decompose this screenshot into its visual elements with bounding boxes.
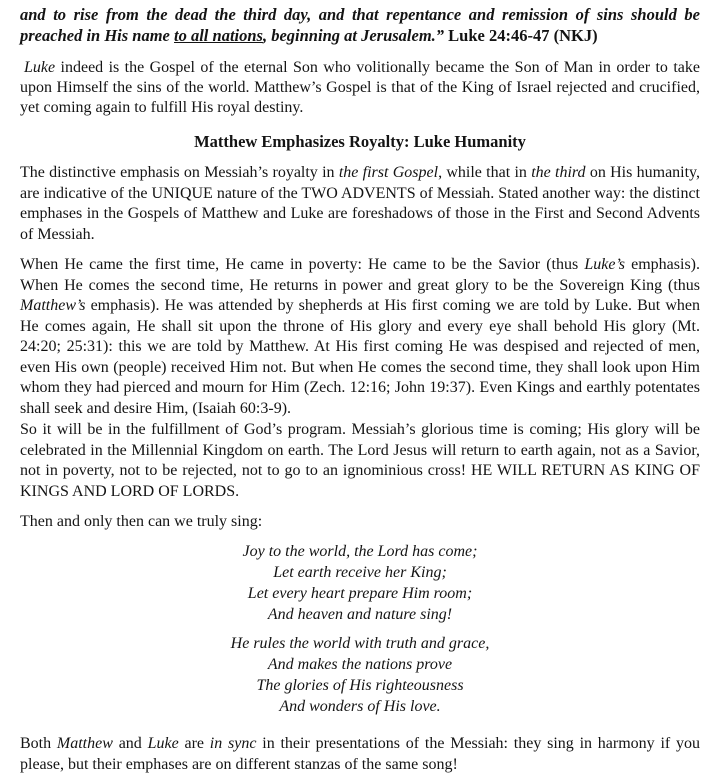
text-segment: on His humanity, are indicative of the UNIQUE nature of the TWO ADVENTS of Messiah. Stated another way: the distinct emphases in the Gospels of Matthew and Luke are foreshadows of those in the First and Second Advents of Messiah.	[20, 164, 701, 243]
text-segment: are	[178, 735, 210, 752]
text-segment: The distinctive emphasis on Messiah’s royalty in	[20, 164, 339, 181]
poem-line: Joy to the world, the Lord has come;	[242, 543, 478, 560]
text-segment: Both	[20, 735, 57, 752]
poem-line: Let every heart prepare Him room;	[247, 585, 473, 602]
poem-line: He rules the world with truth and grace,	[230, 635, 490, 652]
text-segment: emphasis). When He comes the second time, He returns in power and great glory to be the Sovereign King (thus	[20, 256, 701, 294]
paragraph-text: indeed is the Gospel of the eternal Son who volitionally became the Son of Man in order to take upon Himself the sins of the world. Matthew’s Gospel is that of the King of Israel rejected and crucified, yet coming again to fulfill His royal destiny.	[20, 59, 700, 116]
quote-underlined-text: to all nations	[174, 26, 263, 45]
quote-text: and to rise from the dead the third day, and that repentance and remission of sins should be preached in His name	[20, 5, 700, 45]
poem-stanza-1	[20, 541, 700, 625]
paragraph-two-advents	[20, 255, 700, 419]
poem-line: And makes the nations prove	[267, 656, 453, 673]
poem-stanza-2	[20, 633, 700, 717]
italic-in-sync: in sync	[209, 735, 257, 752]
text-segment: , while that in	[438, 164, 532, 181]
italic-matthews: Matthew’s	[20, 297, 86, 314]
italic-luke: Luke	[24, 59, 56, 76]
quote-text-end: , beginning at Jerusalem.”	[262, 26, 445, 45]
poem-line: And wonders of His love.	[279, 698, 441, 715]
scripture-quote	[20, 4, 700, 46]
italic-lukes: Luke’s	[584, 256, 625, 273]
italic-luke: Luke	[147, 735, 179, 752]
text-segment: When He came the first time, He came in poverty: He came to be the Savior (thus	[20, 256, 585, 273]
text-segment: and	[112, 735, 148, 752]
poem-line: The glories of His righteousness	[256, 677, 464, 694]
paragraph-in-sync	[20, 733, 700, 775]
section-heading: Matthew Emphasizes Royalty: Luke Humanity	[194, 132, 526, 151]
text-segment: emphasis). He was attended by shepherds at His first coming we are told by Luke. But when He comes again, He shall sit upon the throne of His glory and every eye shall behold His glory (Mt. 24:20; 25:31): this we are told by Matthew. At His first coming He was despised and rejected of men, even His own (people) received Him not. But when He comes the second time, they shall look upon Him whom they had pierced and mourn for Him (Zech. 12:16; John 19:37). Even Kings and earthly potentates shall seek and desire Him, (Isaiah 60:3-9).	[20, 297, 700, 417]
quote-reference: Luke 24:46-47 (NKJ)	[444, 26, 598, 45]
paragraph-then-sing: Then and only then can we truly sing:	[20, 513, 263, 530]
paragraph-fulfillment: So it will be in the fulfillment of God’s program. Messiah’s glorious time is coming; His glory will be celebrated in the Millennial Kingdom on earth. The Lord Jesus will return to earth again, not as a Savior, not in poverty, not to be rejected, not to go to an ignominious cross! HE WILL RETURN AS KING OF KINGS AND LORD OF LORDS.	[20, 421, 700, 500]
paragraph-luke-gospel	[20, 58, 700, 118]
italic-the-third: the third	[531, 164, 586, 181]
text-segment: in their presentations of the Messiah: they sing in harmony if you please, but their emphases are on different stanzas of the same song!	[20, 735, 701, 773]
poem-line: Let earth receive her King;	[273, 564, 447, 581]
poem-line: And heaven and nature sing!	[267, 606, 453, 623]
paragraph-distinctive-emphasis	[20, 163, 700, 245]
italic-first-gospel: the first Gospel	[338, 164, 439, 181]
italic-matthew: Matthew	[56, 735, 113, 752]
